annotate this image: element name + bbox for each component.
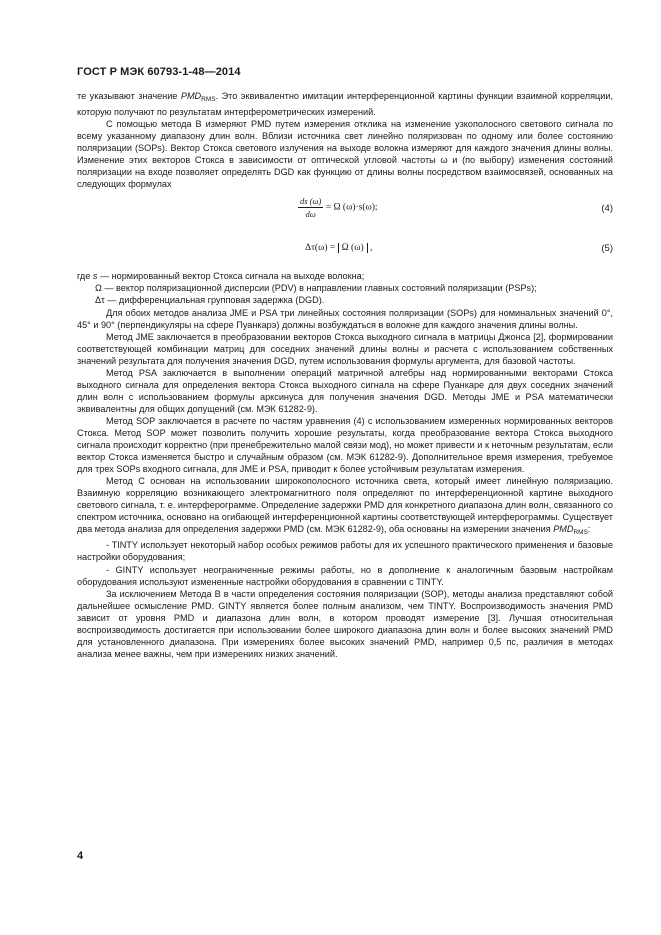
where-line: [77, 270, 613, 282]
list-item: - GINTY использует неограниченные режимы работы, но в дополнение к аналогичным базовым настройкам оборудования используют измененные настройки оборудования в сравнении с TINTY.: [77, 564, 613, 587]
paragraph: Метод JME заключается в преобразовании векторов Стокса выходного сигнала в матрицы Джонса [2], формировании соответствующей комбинации матриц для соседних значений длины волны и расчета с использованием собственных значений результата для получения значения DGD, путем использования формулы аргумента, для базовой частоты.: [77, 331, 613, 366]
paragraph: [77, 475, 613, 539]
text-run: — нормированный вектор Стокса сигнала на выходе волокна;: [97, 271, 365, 282]
pmd-symbol: PMD: [553, 524, 574, 535]
paragraph: За исключением Метода В в части определения состояния поляризации (SOP), методы анализа представляют собой дальнейшее осмысление PMD. GINTY является более полным анализом, чем TINTY. Воспроизводимость значения PMD зависит от уровня PMD и диапазона длин волн, в котором проводят измерение [3]. Лучшая относительная воспроизводимость достигается при использовании более широкого диапазона длин волн и более высоких значений PMD для установленного диапазона. При измерениях более высоких значений PMD, например 0,5 пс, различия в методах анализа менее важны, чем при измерениях низких значений.: [77, 588, 613, 659]
text-run: :: [587, 524, 591, 535]
rms-subscript: RMS: [573, 529, 588, 537]
page-number: 4: [77, 850, 84, 862]
text-run: где: [77, 271, 93, 282]
formula-4-number: (4): [601, 203, 613, 215]
text-run: Метод С основан на использовании широкополосного источника света, который имеет линейную поляризацию. Взаимную корреляцию возникающего электромагнитного поля определяют по интерференционной картине выходного светового сигнала, т. е. интерферограмме. Определение задержки PMD для конкретного диапазона длин волн, связанного со спектром источника, основано на огибающей интерференционной картины соответствующей интерферограммы. Существует два метода анализа для определения задержки PMD (см. МЭК 61282-9), оба основаны на измерении значения: [77, 476, 613, 535]
paragraph: [77, 90, 613, 118]
formula-4-rhs: = Ω (ω)·s(ω);: [325, 203, 378, 214]
page-body: [77, 90, 613, 660]
formula-4: [77, 190, 613, 226]
text-run: С помощью метода В измеряют PMD путем измерения отклика на изменение узкополосного светового сигнала по всему указанному диапазону длин волн. Вблизи источника свет линейно поляризован по одному или более состоянию поляризации (SOPs). Вектор Стокса светового излучения на выходе волокна измеряют для каждого значения длины волны. Изменение этих векторов Стокса в зависимости от оптической угловой частоты: [77, 119, 613, 166]
text-run: те указывают значение: [77, 91, 181, 101]
where-line: Ω — вектор поляризационной дисперсии (PDV) в направлении главных состояний поляризации (PSPs);: [95, 283, 537, 294]
s-symbol: s: [92, 271, 98, 282]
text-run: и (по выбору) изменения состояний поляризации на входе позволяет определять DGD как функцию от длины волны посредством взаимосвязей, основанных на следующих формулах: [77, 155, 613, 190]
paragraph: Метод SOP заключается в расчете по частям уравнения (4) с использованием измеренных нормированных векторов Стокса. Метод SOP может позволить получить хорошие результаты, когда преобразование вектора Стокса выходного сигнала происходит корректно (при пренебрежительно малой связи мод), но может привести и к неточным результатам, если вектор Стокса изменяется быстро и случайным образом (см. МЭК 61282-9). Дополнительное время измерения, требуемое для трех SOPs входного сигнала, для JME и PSA, приводит к более устойчивым результатам измерения.: [77, 415, 613, 475]
fraction-denominator: dω: [305, 209, 316, 220]
pmd-symbol: PMD: [180, 91, 202, 101]
where-line: Δτ — дифференциальная групповая задержка (DGD).: [95, 295, 325, 306]
paragraph: Метод PSA заключается в выполнении операций матричной алгебры над нормированными векторами Стокса выходного сигнала для определения вектора Стокса выходного сигнала на сфере Пуанкаре для двух соседних значений длин волн с использованием формулы арксинуса для получения значения DGD. Методы JME и PSA математически эквивалентны для общих допущений (см. МЭК 61282-9).: [77, 367, 613, 414]
rms-subscript: RMS: [201, 96, 216, 103]
formula-5: [77, 226, 613, 270]
fraction-numerator: ds (ω): [300, 196, 322, 207]
formula-5-expression: [305, 242, 372, 254]
omega-symbol: ω: [440, 155, 448, 166]
document-header: ГОСТ Р МЭК 60793-1-48—2014: [77, 66, 241, 78]
formula-4-expression: [298, 196, 378, 219]
formula-5-abs: Ω (ω): [338, 243, 368, 253]
formula-5-number: (5): [601, 243, 613, 255]
list-item: - TINTY использует некоторый набор особых режимов работы для их успешного практического применения и базовые настройки оборудования;: [77, 540, 613, 563]
formula-5-lhs: Δτ(ω) =: [305, 243, 336, 254]
derivative-fraction: [298, 196, 323, 219]
text-run: . Это эквивалентно имитации интерференционной картины функции взаимной корреляции, которую получают по результатам интерферометрических измерений.: [77, 91, 613, 118]
formula-5-end: ,: [370, 243, 373, 254]
paragraph: [77, 118, 613, 190]
paragraph: Для обоих методов анализа JME и PSA три линейных состояния поляризации (SOPs) для номинальных значений 0°, 45° и 90° (перпендикуляры на сфере Пуанкарэ) должны возбуждаться в волокне для каждого значения длины волны.: [77, 307, 613, 330]
